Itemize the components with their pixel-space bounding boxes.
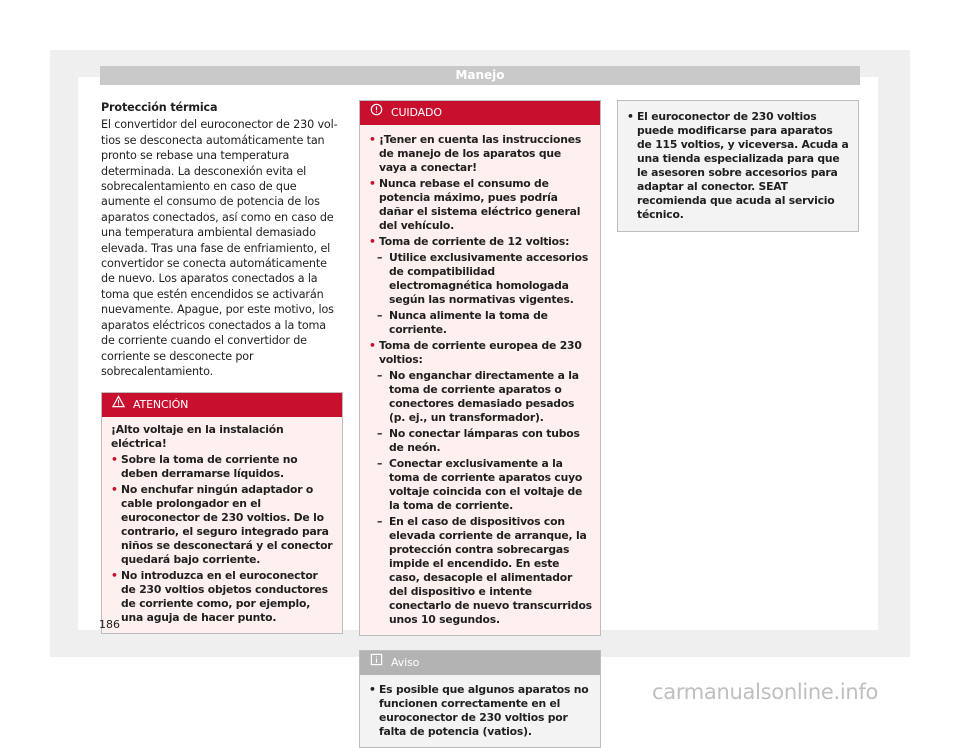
warning-triangle-icon bbox=[112, 393, 125, 417]
tip-box bbox=[617, 100, 859, 232]
warning-header bbox=[102, 393, 342, 417]
column-middle bbox=[359, 100, 601, 748]
sub-item: – No conectar lámparas con tubos de neón. bbox=[377, 427, 580, 454]
sub-item: – Utilice exclusivamente accesorios de compatibilidad electromagnética homologada según las normativas vigentes. bbox=[377, 251, 589, 306]
sub-item: – Nunca alimente la toma de corriente. bbox=[377, 309, 548, 336]
list-item: • No introduzca en el euroconector de 230 voltios objetos conductores de corriente como, por ejemplo, una aguja de hacer punto. bbox=[111, 569, 328, 625]
column-right bbox=[617, 100, 859, 232]
watermark: carmanualsonline.info bbox=[652, 680, 879, 704]
warning-box bbox=[101, 392, 343, 634]
caution-box bbox=[359, 100, 601, 636]
column-left bbox=[101, 100, 343, 634]
page-number: 186 bbox=[99, 618, 120, 631]
list-item: • Nunca rebase el consumo de potencia máximo, pues podría dañar el sistema eléctrico general del vehículo. bbox=[369, 177, 581, 232]
list-item: • No enchufar ningún adaptador o cable prolongador en el euroconector de 230 voltios. De lo contrario, el seguro integrado para niños se desconectará y el conector quedará bajo corriente. bbox=[111, 483, 333, 567]
info-icon bbox=[370, 651, 383, 675]
caution-body bbox=[360, 125, 600, 635]
section-header: Manejo bbox=[100, 66, 860, 85]
sub-item: – En el caso de dispositivos con elevada corriente de arranque, la protección contra sobrecargas impide el encendido. En este caso, desacople el alimentador del dispositivo e intente conectarlo de nuevo transcurridos unos 10 segundos. bbox=[377, 515, 592, 626]
list-item: • Es posible que algunos aparatos no funcionen correctamente en el euroconector de 230 voltios por falta de potencia (vatios). bbox=[369, 683, 589, 738]
notice-box bbox=[359, 650, 601, 748]
list-item: • El euroconector de 230 voltios puede modificarse para aparatos de 115 voltios, y viceversa. Acuda a una tienda especializada para que le asesoren sobre accesorios para adaptar al conector. SEAT recomienda que acuda al servicio técnico. bbox=[627, 110, 849, 221]
notice-title: Aviso bbox=[391, 656, 420, 669]
list-item: • Toma de corriente de 12 voltios: bbox=[369, 235, 570, 248]
sub-item: – No enganchar directamente a la toma de corriente aparatos o conectores demasiado pesados (p. ej., un transformador). bbox=[377, 369, 579, 424]
list-item: • Sobre la toma de corriente no deben derramarse líquidos. bbox=[111, 453, 298, 481]
list-item: • ¡Tener en cuenta las instrucciones de manejo de los aparatos que vaya a conectar! bbox=[369, 133, 582, 174]
list-item: • Toma de corriente europea de 230 voltios: bbox=[369, 339, 582, 366]
sub-item: – Conectar exclusivamente a la toma de corriente aparatos cuyo voltaje coincida con el voltaje de la toma de corriente. bbox=[377, 457, 583, 512]
exclamation-circle-icon bbox=[370, 101, 383, 125]
notice-header bbox=[360, 651, 600, 675]
warning-lead: ¡Alto voltaje en la instalación eléctrica! bbox=[111, 423, 284, 451]
caution-title: CUIDADO bbox=[391, 106, 442, 119]
warning-title: ATENCIÓN bbox=[133, 398, 189, 412]
caution-header bbox=[360, 101, 600, 125]
notice-body bbox=[360, 675, 600, 747]
warning-body bbox=[102, 417, 342, 633]
body-paragraph: El convertidor del euroconector de 230 voltios se desconecta automáticamente tan pronto se rebase una temperatura determinada. La desconexión evita el sobrecalentamiento en caso de que aumente el consumo de potencia de los aparatos conectados, así como en caso de una temperatura ambiental demasiado elevada. Tras una fase de enfriamiento, el convertidor se conecta automáticamente de nuevo. Los aparatos conectados a la toma que estén encendidos se activarán nuevamente. Apague, por este motivo, los aparatos eléctricos conectados a la toma de corriente cuando el convertidor de corriente se desconecte por sobrecalentamiento. bbox=[101, 118, 338, 378]
section-title: Protección térmica bbox=[101, 101, 218, 114]
